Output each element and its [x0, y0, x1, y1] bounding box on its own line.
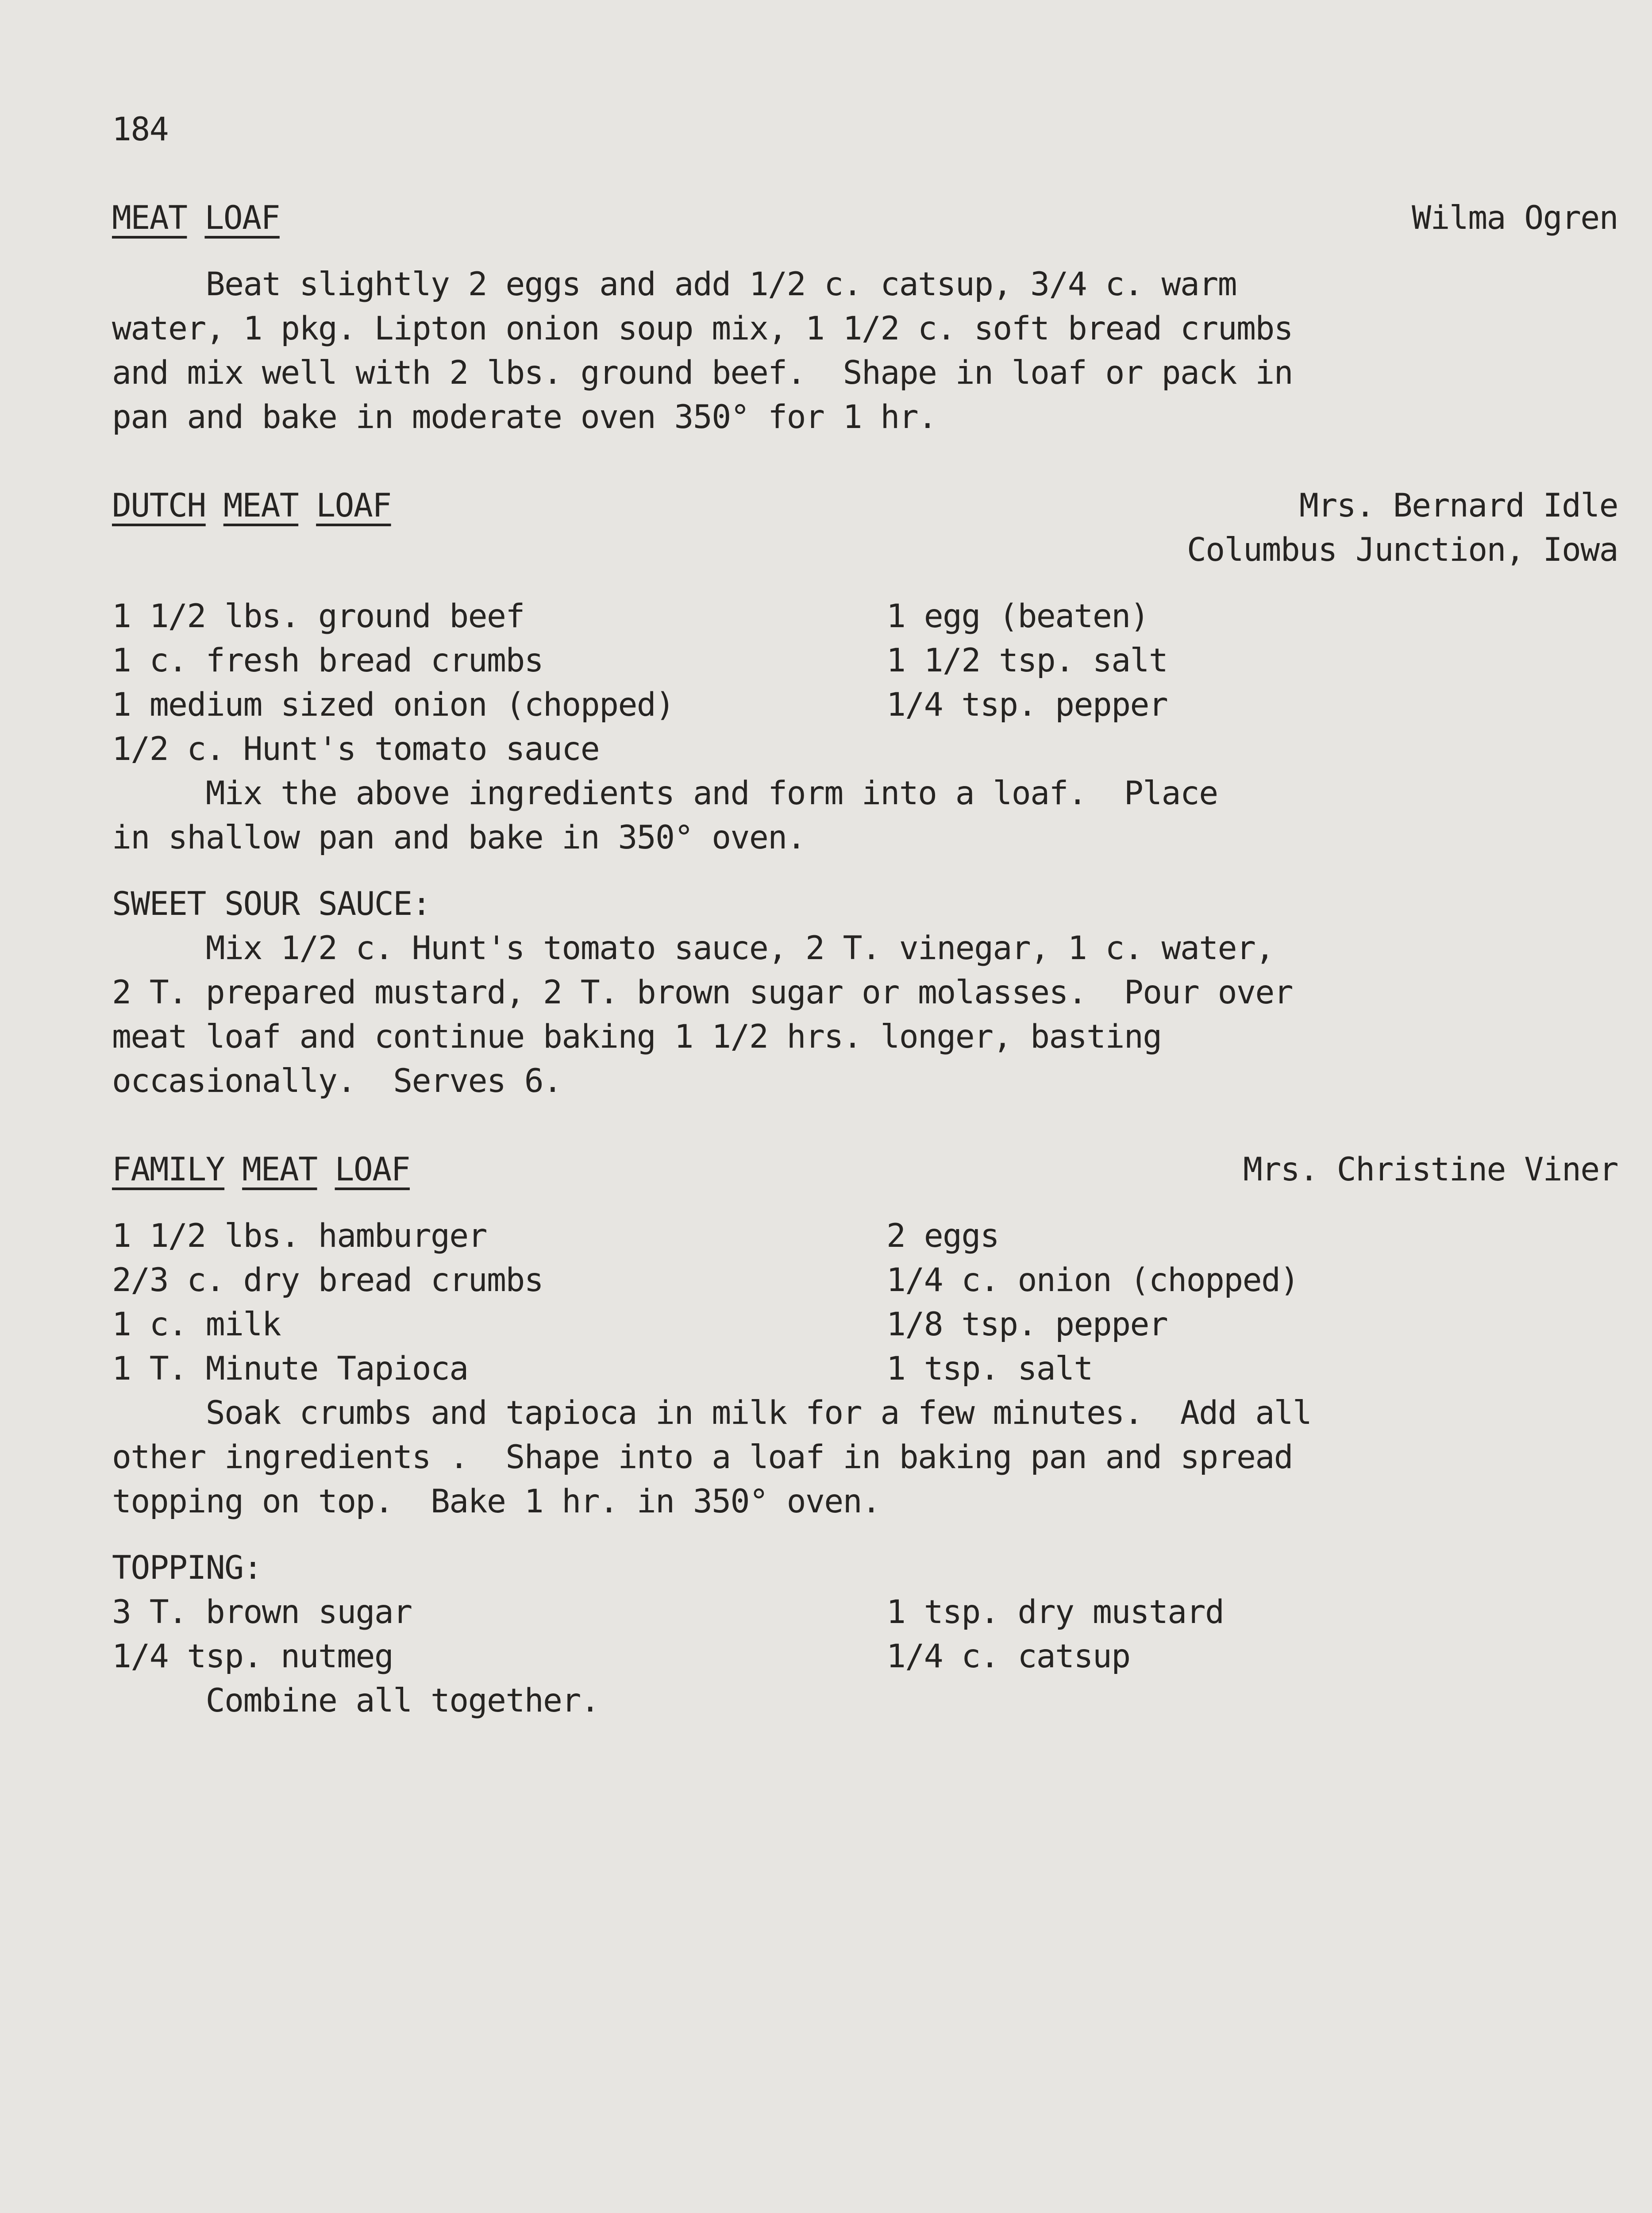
recipe-body-line: topping on top. Bake 1 hr. in 350° oven.: [112, 1483, 881, 1520]
recipe-author: Mrs. Christine Viner: [1243, 1151, 1618, 1188]
ingredient-item: 1 c. fresh bread crumbs: [112, 642, 543, 679]
ingredient-item: 1/4 c. catsup: [886, 1638, 1130, 1675]
ingredient-item: 1/4 tsp. nutmeg: [112, 1638, 393, 1675]
recipe-title-family-meat-loaf: FAMILY MEAT LOAF: [112, 1151, 410, 1188]
ingredient-item: 1 1/2 tsp. salt: [886, 642, 1168, 679]
recipe-title-meat-loaf: MEAT LOAF: [112, 199, 280, 237]
ingredient-item: 1/4 c. onion (chopped): [886, 1261, 1299, 1299]
ingredient-item: 2/3 c. dry bread crumbs: [112, 1261, 543, 1299]
ingredient-item: 1/8 tsp. pepper: [886, 1306, 1168, 1343]
recipe-body-line: and mix well with 2 lbs. ground beef. Shape in loaf or pack in: [112, 354, 1293, 392]
ingredient-item: 1 1/2 lbs. ground beef: [112, 598, 524, 635]
recipe-body-line: water, 1 pkg. Lipton onion soup mix, 1 1/2 c. soft bread crumbs: [112, 310, 1293, 347]
recipe-author: Mrs. Bernard Idle: [1299, 487, 1618, 524]
recipe-body-line: Combine all together.: [112, 1682, 600, 1720]
recipe-body-line: 2 T. prepared mustard, 2 T. brown sugar or molasses. Pour over: [112, 974, 1293, 1011]
ingredient-item: 1 tsp. dry mustard: [886, 1593, 1224, 1631]
recipe-body-line: pan and bake in moderate oven 350° for 1 hr.: [112, 398, 937, 436]
ingredient-item: 3 T. brown sugar: [112, 1593, 412, 1631]
recipe-author: Wilma Ogren: [1412, 199, 1618, 237]
recipe-body-line: meat loaf and continue baking 1 1/2 hrs. longer, basting: [112, 1018, 1162, 1056]
recipe-body-line: other ingredients . Shape into a loaf in baking pan and spread: [112, 1438, 1293, 1476]
ingredient-item: 1/4 tsp. pepper: [886, 686, 1168, 724]
recipe-body-line: Mix 1/2 c. Hunt's tomato sauce, 2 T. vinegar, 1 c. water,: [112, 929, 1274, 967]
ingredient-item: 1/2 c. Hunt's tomato sauce: [112, 730, 600, 768]
ingredient-item: 2 eggs: [886, 1217, 999, 1255]
recipe-location: Columbus Junction, Iowa: [1186, 531, 1618, 569]
recipe-title-dutch-meat-loaf: DUTCH MEAT LOAF: [112, 487, 391, 524]
subheading-topping: TOPPING:: [112, 1549, 262, 1587]
recipe-body-line: Mix the above ingredients and form into a loaf. Place: [112, 775, 1218, 812]
recipe-body-line: Beat slightly 2 eggs and add 1/2 c. catsup, 3/4 c. warm: [112, 266, 1236, 303]
recipe-body-line: occasionally. Serves 6.: [112, 1062, 562, 1100]
page-number: 184: [112, 111, 169, 148]
ingredient-item: 1 egg (beaten): [886, 598, 1149, 635]
ingredient-item: 1 c. milk: [112, 1306, 281, 1343]
recipe-body-line: Soak crumbs and tapioca in milk for a few minutes. Add all: [112, 1394, 1312, 1432]
ingredient-item: 1 T. Minute Tapioca: [112, 1350, 468, 1388]
subheading-sweet-sour-sauce: SWEET SOUR SAUCE:: [112, 885, 431, 923]
ingredient-item: 1 tsp. salt: [886, 1350, 1093, 1388]
ingredient-item: 1 medium sized onion (chopped): [112, 686, 674, 724]
ingredient-item: 1 1/2 lbs. hamburger: [112, 1217, 487, 1255]
recipe-body-line: in shallow pan and bake in 350° oven.: [112, 819, 805, 856]
